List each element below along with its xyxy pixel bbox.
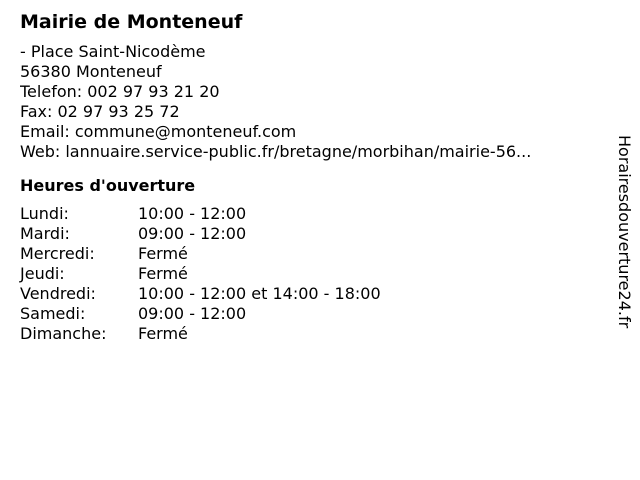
hours-row-friday [20, 284, 600, 304]
day-label: Dimanche: [20, 324, 107, 343]
hours-value: Fermé [138, 264, 188, 283]
fax-line: Fax: 02 97 93 25 72 [20, 102, 180, 121]
site-watermark: Horairesdouverture24.fr [615, 135, 634, 329]
hours-value: 10:00 - 12:00 [138, 204, 247, 223]
page-title: Mairie de Monteneuf [20, 11, 243, 33]
day-label: Vendredi: [20, 284, 96, 303]
hours-row-thursday [20, 264, 600, 284]
address-line-1: - Place Saint-Nicodème [20, 42, 206, 61]
hours-title: Heures d'ouverture [20, 176, 196, 195]
hours-value: 09:00 - 12:00 [138, 304, 247, 323]
hours-row-saturday [20, 304, 600, 324]
day-label: Jeudi: [20, 264, 65, 283]
hours-value: 09:00 - 12:00 [138, 224, 247, 243]
business-info-card [20, 10, 600, 344]
phone-line: Telefon: 002 97 93 21 20 [20, 82, 220, 101]
hours-value: Fermé [138, 244, 188, 263]
day-label: Samedi: [20, 304, 86, 323]
hours-value: Fermé [138, 324, 188, 343]
address-line-2: 56380 Monteneuf [20, 62, 162, 81]
web-line: Web: lannuaire.service-public.fr/bretagne/morbihan/mairie-56... [20, 142, 532, 161]
hours-row-sunday [20, 324, 600, 344]
hours-row-monday [20, 204, 600, 224]
day-label: Mercredi: [20, 244, 95, 263]
email-line: Email: commune@monteneuf.com [20, 122, 297, 141]
hours-row-wednesday [20, 244, 600, 264]
hours-value: 10:00 - 12:00 et 14:00 - 18:00 [138, 284, 381, 303]
day-label: Lundi: [20, 204, 69, 223]
hours-row-tuesday [20, 224, 600, 244]
day-label: Mardi: [20, 224, 70, 243]
